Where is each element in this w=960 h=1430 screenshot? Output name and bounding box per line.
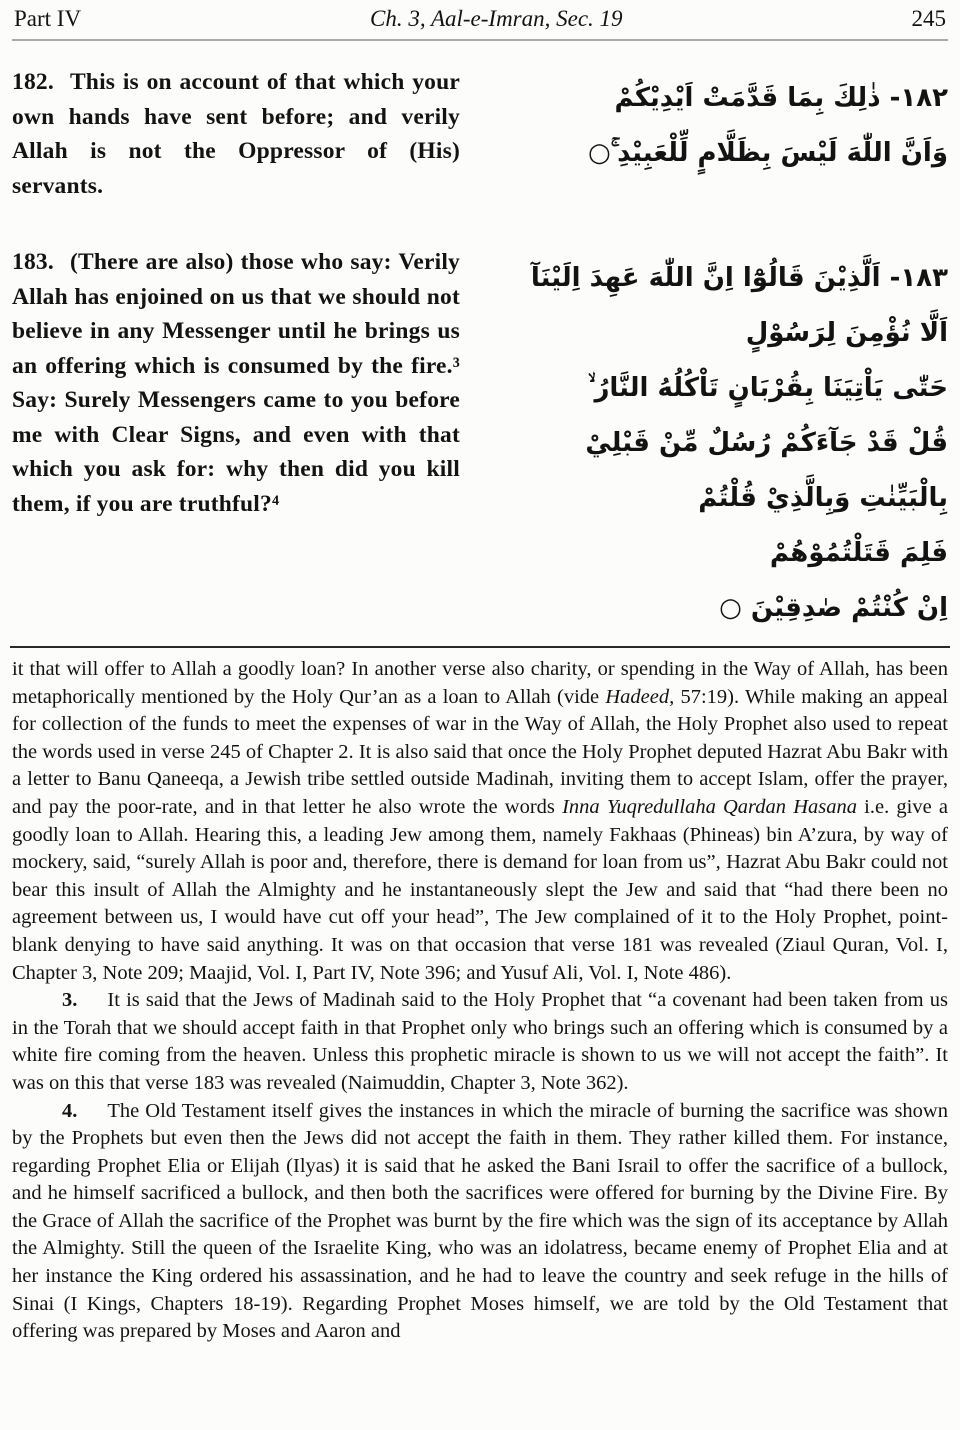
header-chapter-title: Ch. 3, Aal-e-Imran, Sec. 19 xyxy=(370,6,623,31)
footnote-separator-rule xyxy=(10,646,950,648)
page-header xyxy=(12,6,948,32)
verse-183-arabic xyxy=(486,245,948,636)
verse-183-english xyxy=(12,245,460,521)
verse-183-translation: (There are also) those who say: Verily Allah has enjoined on us that we should not believe in any Messenger until he brings us an offering which is consumed by the fire.³ Say: Surely Messengers came to you before me with Clear Signs, and even with that which you ask for: why then did you kill them, if you are truthful?⁴ xyxy=(12,249,460,517)
footnote-paragraph xyxy=(12,1098,948,1346)
arabic-line: اِنْ كُنْتُمْ صٰدِقِيْنَ ○ xyxy=(719,593,948,623)
arabic-line: وَاَنَّ اللّٰهَ لَيْسَ بِظَلَّامٍ لِّلْعَبِيْدِ ۚ○ xyxy=(587,138,948,168)
verse-section xyxy=(12,65,948,636)
arabic-line: فَلِمَ قَتَلْتُمُوْهُمْ xyxy=(769,538,948,568)
footnote-paragraph xyxy=(12,987,948,1097)
footnote-text: i.e. give a goodly loan to Allah. Hearing this, a leading Jew among them, namely Fakhaas (Phineas) bin A’zura, by way of mockery, said, “surely Allah is poor and, therefore, there is demand for loan from us”, Hazrat Abu Bakr could not bear this insult of Allah the Almighty and he instantaneously slept the Jew and said that “had there been no agreement between us, I would have cut off your head”, The Jew complained of it to the Holy Prophet, point-blank denying to have said anything. It was on that occasion that verse 181 was revealed (Ziaul Quran, Vol. I, Chapter 3, Note 209; Maajid, Vol. I, Part IV, Note 396; and Yusuf Ali, Vol. I, Note 486). xyxy=(12,795,948,984)
header-rule xyxy=(12,39,948,41)
arabic-line: ١٨٣- اَلَّذِيْنَ قَالُوْٓا اِنَّ اللّٰهَ عَهِدَ اِلَيْنَآ xyxy=(530,263,948,293)
verse-row-182 xyxy=(12,65,948,203)
verse-182-english xyxy=(12,65,460,203)
footnote-text: 57:19). While making an appeal for collection of the funds to meet the expenses of war in the Way of Allah, the Holy Prophet also used to repeat the words used in verse 245 of Chapter 2. It is also said that once the Holy Prophet deputed Hazrat Abu Bakr with a letter to Banu Qaneeqa, a Jewish tribe settled outside Madinah, inviting them to accept Islam, offer the prayer, and pay the poor-rate, and in that letter he also wrote the words xyxy=(12,685,949,818)
footnote-paragraph xyxy=(12,656,948,987)
verse-182-number: 182. xyxy=(12,69,54,95)
verse-182-translation: This is on account of that which your own hands have sent before; and verily Allah is not the Oppressor of (His) servants. xyxy=(12,69,460,199)
verse-183-number: 183. xyxy=(12,249,54,275)
footnote-text-italic: Hadeed, xyxy=(605,685,675,708)
arabic-line: قُلْ قَدْ جَآءَكُمْ رُسُلٌ مِّنْ قَبْلِيْ xyxy=(585,428,948,458)
verse-182-arabic xyxy=(486,65,948,181)
footnote-number: 4. xyxy=(62,1099,78,1122)
footnote-number: 3. xyxy=(62,989,78,1012)
footnote-text: The Old Testament itself gives the instances in which the miracle of burning the sacrifice was shown by the Prophets but even then the Jews did not accept the faith in them. They rather killed them. For instance, regarding Prophet Elia or Elijah (Ilyas) it is said that he asked the Bani Israil to offer the sacrifice of a bullock, and he himself sacrificed a bullock, and then both the sacrifices were offered for burning by the Divine Fire. By the Grace of Allah the sacrifice of the Prophet was burnt by the fire which was the sign of its acceptance by Allah the Almighty. Still the queen of the Israelite King, who was an idolatress, became enemy of Prophet Elia and at her instance the King ordered his assassination, and he had to leave the country and seek refuge in the hills of Sinai (I Kings, Chapters 18-19). Regarding Prophet Moses himself, we are told by the Old Testament that offering was prepared by Moses and Aaron and xyxy=(12,1099,948,1343)
header-part-label: Part IV xyxy=(14,6,82,31)
header-page-number: 245 xyxy=(911,6,946,31)
footnote-text: it that will offer to Allah a goodly loan? In another verse also charity, or spending in the Way of Allah, has been metaphorically mentioned by the Holy Qur’an as a loan to Allah (vide xyxy=(12,658,948,708)
verse-row-183 xyxy=(12,245,948,636)
footnotes-section xyxy=(12,656,948,1346)
arabic-line: بِالْبَيِّنٰتِ وَبِالَّذِيْ قُلْتُمْ xyxy=(698,483,948,513)
arabic-line: حَتّٰى يَاْتِيَنَا بِقُرْبَانٍ تَاْكُلُهُ النَّارُ ۙ xyxy=(587,373,948,403)
arabic-line: اَلَّا نُؤْمِنَ لِرَسُوْلٍ xyxy=(745,318,948,348)
arabic-line: ١٨٢- ذٰلِكَ بِمَا قَدَّمَتْ اَيْدِيْكُمْ xyxy=(614,83,948,113)
footnote-text-italic: Inna Yuqredullaha Qardan Hasana xyxy=(562,795,857,818)
footnote-text: It is said that the Jews of Madinah said to the Holy Prophet that “a covenant had been taken from us in the Torah that we should accept faith in that Prophet only who brings such an offering which is consumed by a white fire coming from the heaven. Unless this prophetic miracle is shown to us we will not accept the faith”. It was on this that verse 183 was revealed (Naimuddin, Chapter 3, Note 362). xyxy=(12,989,948,1094)
